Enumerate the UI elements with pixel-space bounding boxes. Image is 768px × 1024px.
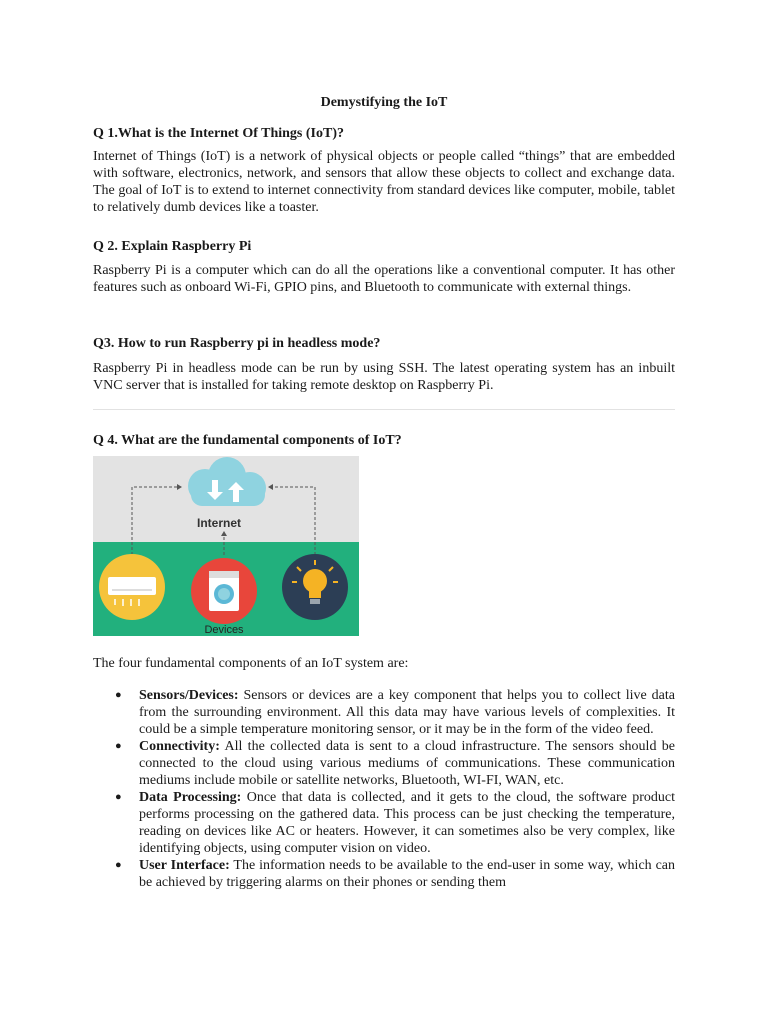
air-conditioner-icon — [99, 554, 165, 620]
component-name: User Interface: — [139, 858, 230, 873]
washing-machine-icon — [191, 558, 257, 624]
components-list — [93, 687, 675, 891]
list-item — [93, 687, 675, 738]
list-item — [93, 857, 675, 891]
component-text: Once that data is collected, and it gets to the cloud, the software product performs processing on the gathered data. This process can be just checking the temperature, reading on devices like AC or heaters. However, it can sometimes also be very complex, like identifying objects, using computer vision on video. — [139, 790, 675, 856]
question-4: Q 4. What are the fundamental components of IoT? — [93, 433, 402, 448]
light-bulb-icon — [282, 554, 348, 620]
component-name: Connectivity: — [139, 739, 220, 754]
components-intro: The four fundamental components of an IoT system are: — [93, 656, 409, 671]
internet-label: Internet — [196, 516, 242, 530]
answer-3: Raspberry Pi in headless mode can be run by using SSH. The latest operating system has an inbuilt VNC server that is installed for taking remote desktop on Raspberry Pi. — [93, 361, 675, 393]
question-1: Q 1.What is the Internet Of Things (IoT)? — [93, 126, 344, 141]
component-name: Data Processing: — [139, 790, 242, 805]
list-item — [93, 789, 675, 857]
bullet: ● — [115, 791, 122, 803]
iot-components-figure — [93, 456, 359, 636]
document-title: Demystifying the IoT — [320, 95, 448, 110]
answer-2: Raspberry Pi is a computer which can do all the operations like a conventional computer. It has other features such as onboard Wi-Fi, GPIO pins, and Bluetooth to communicate with external things. — [93, 263, 675, 295]
bullet: ● — [115, 740, 122, 752]
answer-1: Internet of Things (IoT) is a network of physical objects or people called “things” that are embedded with software, electronics, network, and sensors that allow these objects to collect and exchange data. The goal of IoT is to extend to internet connectivity from standard devices like computer, mobile, tablet to relatively dumb devices like a toaster. — [93, 149, 675, 215]
divider — [93, 409, 675, 410]
devices-label: Devices — [204, 624, 244, 636]
question-3: Q3. How to run Raspberry pi in headless mode? — [93, 336, 381, 351]
component-text: Sensors or devices are a key component that helps you to collect live data from the surrounding environment. All this data may have various levels of complexities. It could be a simple temperature monitoring sensor, or it may be in the form of the video feed. — [139, 688, 675, 737]
component-text: All the collected data is sent to a cloud infrastructure. The sensors should be connected to the cloud using various mediums of communications. These communication mediums include mobile or satellite networks, Bluetooth, WI-FI, WAN, etc. — [139, 739, 675, 788]
list-item — [93, 738, 675, 789]
bullet: ● — [115, 689, 122, 701]
component-name: Sensors/Devices: — [139, 688, 239, 703]
bullet: ● — [115, 859, 122, 871]
question-2: Q 2. Explain Raspberry Pi — [93, 239, 252, 254]
component-text: The information needs to be available to the end-user in some way, which can be achieved by triggering alarms on their phones or sending them — [139, 858, 676, 890]
